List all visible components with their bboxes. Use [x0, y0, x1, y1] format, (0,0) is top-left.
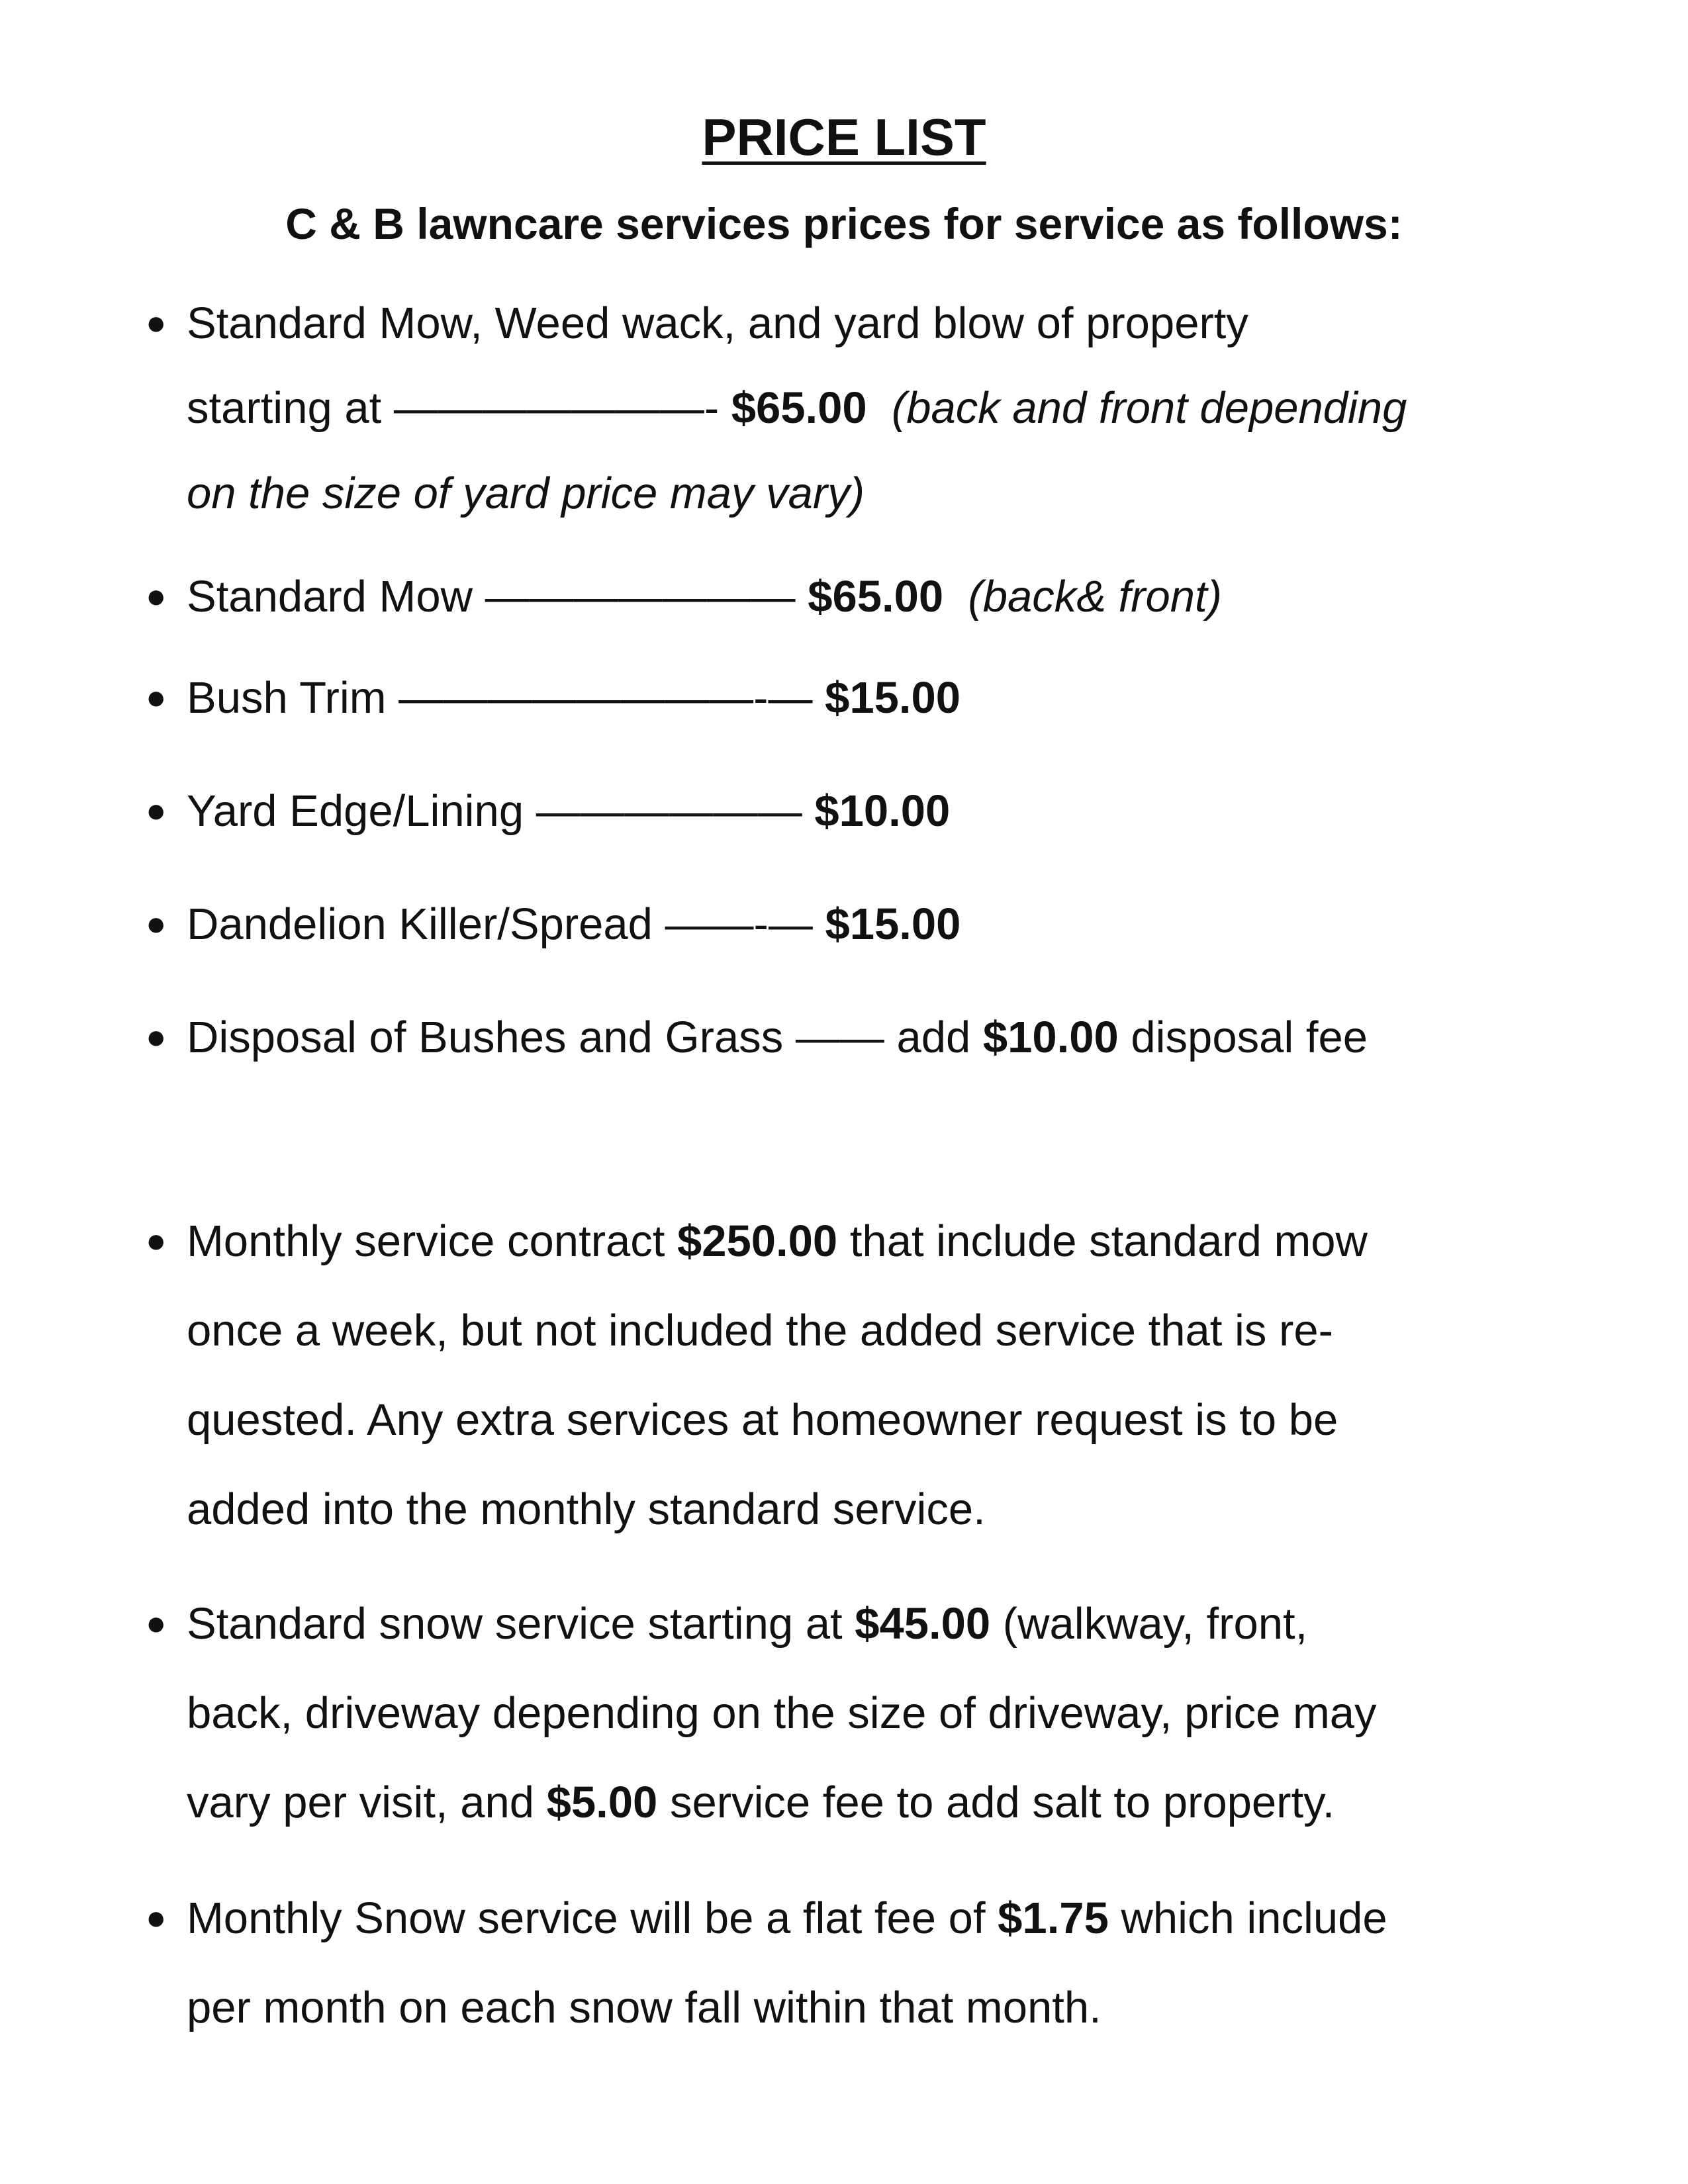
item-text: Bush Trim ————————-—	[187, 673, 825, 723]
item-text: starting at ———————-	[187, 383, 731, 433]
item-text: Standard Mow ———————	[187, 572, 808, 621]
item-price: $1.75	[998, 1893, 1109, 1943]
item-monthly-contract-line4: added into the monthly standard service.	[187, 1484, 986, 1534]
item-price: $10.00	[814, 786, 951, 836]
item-disposal	[146, 1015, 1368, 1060]
bullet-icon: ●	[146, 1604, 167, 1643]
item-text: Monthly service contract	[187, 1216, 677, 1266]
bullet-icon: ●	[146, 792, 167, 830]
item-standard-mow-weed-line1	[146, 298, 1248, 348]
item-snow-service-line3	[187, 1780, 1335, 1825]
item-snow-service-line2: back, driveway depending on the size of driveway, price may	[187, 1688, 1377, 1738]
bullet-icon: ●	[146, 1222, 167, 1260]
bullet-icon: ●	[146, 905, 167, 943]
item-monthly-contract-line3: quested. Any extra services at homeowner request is to be	[187, 1395, 1338, 1445]
item-standard-mow-weed-line3	[187, 471, 865, 516]
item-price: $15.00	[825, 673, 961, 723]
bullet-icon: ●	[146, 577, 167, 615]
item-text: Dandelion Killer/Spread ——-—	[187, 899, 825, 949]
item-yard-edge	[146, 786, 951, 836]
item-text: disposal fee	[1118, 1013, 1368, 1062]
bullet-icon: ●	[146, 1018, 167, 1056]
item-text: (walkway, front,	[990, 1599, 1308, 1649]
bullet-icon: ●	[146, 678, 167, 717]
item-text: Standard Mow, Weed wack, and yard blow of property	[187, 298, 1248, 348]
item-text: that include standard mow	[837, 1216, 1368, 1266]
item-price: $250.00	[677, 1216, 838, 1266]
item-snow-service-line1	[146, 1599, 1308, 1649]
item-text: Monthly Snow service will be a flat fee of	[187, 1893, 998, 1943]
bullet-icon: ●	[146, 1899, 167, 1937]
page-title-text: PRICE LIST	[702, 108, 986, 166]
bullet-icon: ●	[146, 304, 167, 342]
item-text: service fee to add salt to property.	[657, 1778, 1335, 1827]
item-bush-trim	[146, 673, 961, 723]
item-note: on the size of yard price may vary)	[187, 469, 865, 518]
page-title	[0, 108, 1688, 166]
item-text: Yard Edge/Lining ——————	[187, 786, 815, 836]
item-text: which include	[1108, 1893, 1387, 1943]
item-note: (back and front depending	[867, 383, 1407, 433]
item-text: Standard snow service starting at	[187, 1599, 855, 1649]
item-price: $65.00	[808, 572, 944, 621]
item-price: $10.00	[982, 1013, 1119, 1062]
item-price: $5.00	[546, 1778, 658, 1827]
item-standard-mow-weed-line2	[187, 383, 1407, 433]
item-price: $15.00	[825, 899, 961, 949]
item-monthly-snow-line1	[146, 1893, 1387, 1943]
item-text: Disposal of Bushes and Grass —— add	[187, 1013, 983, 1062]
item-standard-mow	[146, 574, 1222, 619]
item-dandelion	[146, 899, 961, 949]
item-price: $65.00	[731, 383, 867, 433]
item-monthly-snow-line2: per month on each snow fall within that month.	[187, 1983, 1102, 2032]
item-text: vary per visit, and	[187, 1778, 547, 1827]
item-note: (back& front)	[943, 572, 1222, 621]
item-monthly-contract-line1	[146, 1216, 1368, 1266]
page-subtitle: C & B lawncare services prices for service as follows:	[285, 199, 1403, 248]
item-monthly-contract-line2: once a week, but not included the added service that is re-	[187, 1306, 1333, 1355]
item-price: $45.00	[855, 1599, 991, 1649]
